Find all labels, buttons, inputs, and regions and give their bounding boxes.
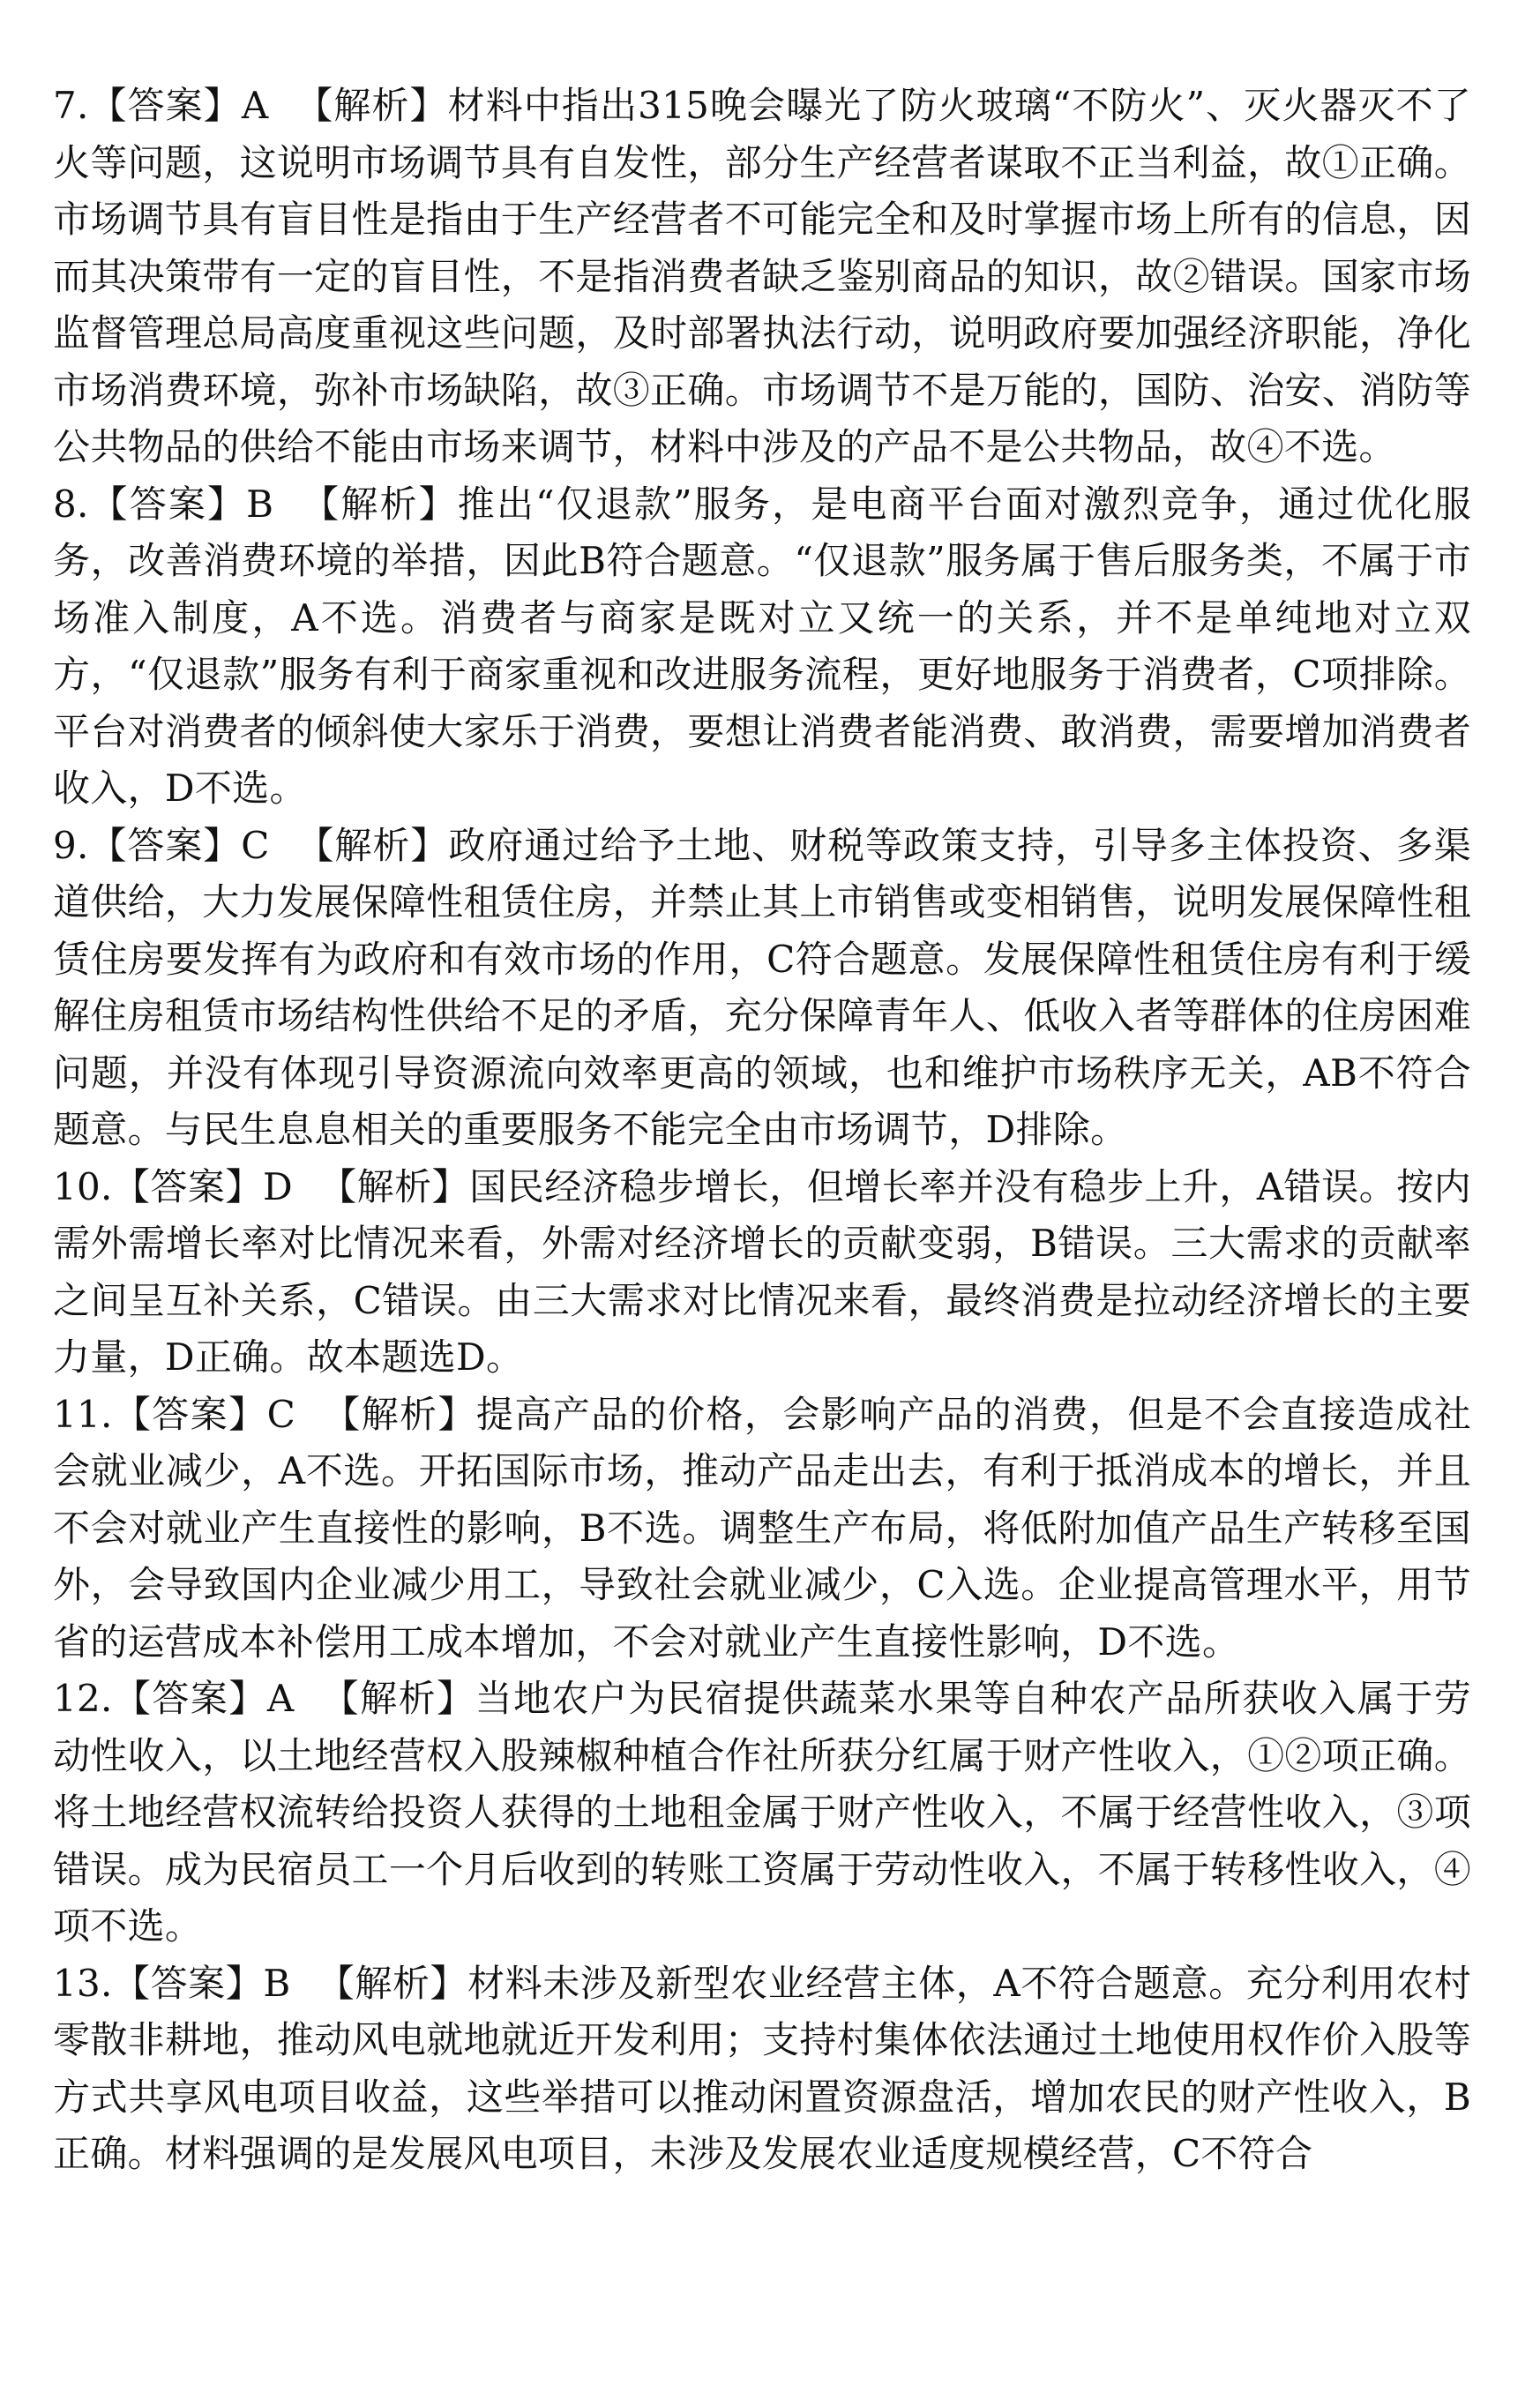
question-11 xyxy=(53,1387,1471,1671)
question-13 xyxy=(53,1956,1471,2183)
answer-label: 【答案】 xyxy=(112,1677,267,1720)
explanation-text: 政府通过给予土地、财税等政策支持，引导多主体投资、多渠道供给，大力发展保障性租赁住房，并禁止其上市销售或变相销售，说明发展保障性租赁住房要发挥有为政府和有效市场的作用，C符合题意。发展保障性租赁住房有利于缓解住房租赁市场结构性供给不足的矛盾，充分保障青年人、低收入者等群体的住房困难问题，并没有体现引导资源流向效率更高的领域，也和维护市场秩序无关，AB不符合题意。与民生息息相关的重要服务不能完全由市场调节，D排除。 xyxy=(53,823,1472,1151)
answer-value: C xyxy=(266,1392,296,1436)
question-8 xyxy=(53,476,1471,818)
answer-sheet xyxy=(53,78,1471,2183)
question-12 xyxy=(53,1671,1471,1956)
question-number: 13. xyxy=(53,1961,113,2005)
question-10 xyxy=(53,1159,1471,1387)
explanation-label: 【解析】 xyxy=(318,1164,470,1208)
explanation-label: 【解析】 xyxy=(295,823,449,867)
explanation-text: 推出“仅退款”服务，是电商平台面对激烈竞争，通过优化服务，改善消费环境的举措，因此B符合题意。“仅退款”服务属于售后服务类，不属于市场准入制度，A不选。消费者与商家是既对立又统一的关系，并不是单纯地对立双方，“仅退款”服务有利于商家重视和改进服务流程，更好地服务于消费者，C项排除。平台对消费者的倾斜使大家乐于消费，要想让消费者能消费、敢消费，需要增加消费者收入，D不选。 xyxy=(53,482,1472,810)
answer-label: 【答案】 xyxy=(88,84,242,127)
answer-value: C xyxy=(241,823,270,867)
question-number: 10. xyxy=(53,1164,113,1208)
answer-label: 【答案】 xyxy=(88,823,242,867)
explanation-label: 【解析】 xyxy=(320,1677,475,1720)
question-number: 12. xyxy=(53,1677,113,1720)
answer-value: A xyxy=(266,1677,295,1720)
answer-value: B xyxy=(263,1961,291,2005)
question-7 xyxy=(53,78,1471,476)
explanation-text: 提高产品的价格，会影响产品的消费，但是不会直接造成社会就业减少，A不选。开拓国际市场，推动产品走出去，有利于抵消成本的增长，并且不会对就业产生直接性的影响，B不选。调整生产布局，将低附加值产品生产转移至国外，会导致国内企业减少用工，导致社会就业减少，C入选。企业提高管理水平，用节省的运营成本补偿用工成本增加，不会对就业产生直接性影响，D不选。 xyxy=(53,1392,1472,1664)
answer-label: 【答案】 xyxy=(88,482,247,526)
answer-label: 【答案】 xyxy=(112,1392,267,1436)
explanation-text: 国民经济稳步增长，但增长率并没有稳步上升，A错误。按内需外需增长率对比情况来看，外需对经济增长的贡献变弱，B错误。三大需求的贡献率之间呈互补关系，C错误。由三大需求对比情况来看，最终消费是拉动经济增长的主要力量，D正确。故本题选D。 xyxy=(53,1164,1472,1379)
explanation-text: 材料中指出315晚会曝光了防火玻璃“不防火”、灭火器灭不了火等问题，这说明市场调节具有自发性，部分生产经营者谋取不正当利益，故①正确。市场调节具有盲目性是指由于生产经营者不可能完全和及时掌握市场上所有的信息，因而其决策带有一定的盲目性，不是指消费者缺乏鉴别商品的知识，故②错误。国家市场监督管理总局高度重视这些问题，及时部署执法行动，说明政府要加强经济职能，净化市场消费环境，弥补市场缺陷，故③正确。市场调节不是万能的，国防、治安、消防等公共物品的供给不能由市场来调节，材料中涉及的产品不是公共物品，故④不选。 xyxy=(53,84,1471,468)
explanation-label: 【解析】 xyxy=(295,84,448,127)
question-number: 8. xyxy=(53,482,89,526)
explanation-label: 【解析】 xyxy=(300,482,458,526)
explanation-text: 材料未涉及新型农业经营主体，A不符合题意。充分利用农村零散非耕地，推动风电就地就近开发利用；支持村集体依法通过土地使用权作价入股等方式共享风电项目收益，这些举措可以推动闲置资源盘活，增加农民的财产性收入，B正确。材料强调的是发展风电项目，未涉及发展农业适度规模经营，C不符合 xyxy=(53,1961,1472,2175)
explanation-label: 【解析】 xyxy=(322,1392,476,1436)
answer-label: 【答案】 xyxy=(112,1961,264,2005)
answer-value: A xyxy=(241,84,269,127)
answer-label: 【答案】 xyxy=(112,1164,263,1208)
answer-value: D xyxy=(262,1164,293,1208)
question-number: 9. xyxy=(53,823,89,867)
question-9 xyxy=(53,818,1471,1159)
answer-value: B xyxy=(246,482,274,526)
explanation-text: 当地农户为民宿提供蔬菜水果等自种农产品所获收入属于劳动性收入，以土地经营权入股辣椒种植合作社所获分红属于财产性收入，①②项正确。将土地经营权流转给投资人获得的土地租金属于财产性收入，不属于经营性收入，③项错误。成为民宿员工一个月后收到的转账工资属于劳动性收入，不属于转移性收入，④项不选。 xyxy=(53,1677,1471,1948)
question-number: 11. xyxy=(53,1392,113,1436)
explanation-label: 【解析】 xyxy=(317,1961,468,2005)
question-number: 7. xyxy=(53,84,89,127)
